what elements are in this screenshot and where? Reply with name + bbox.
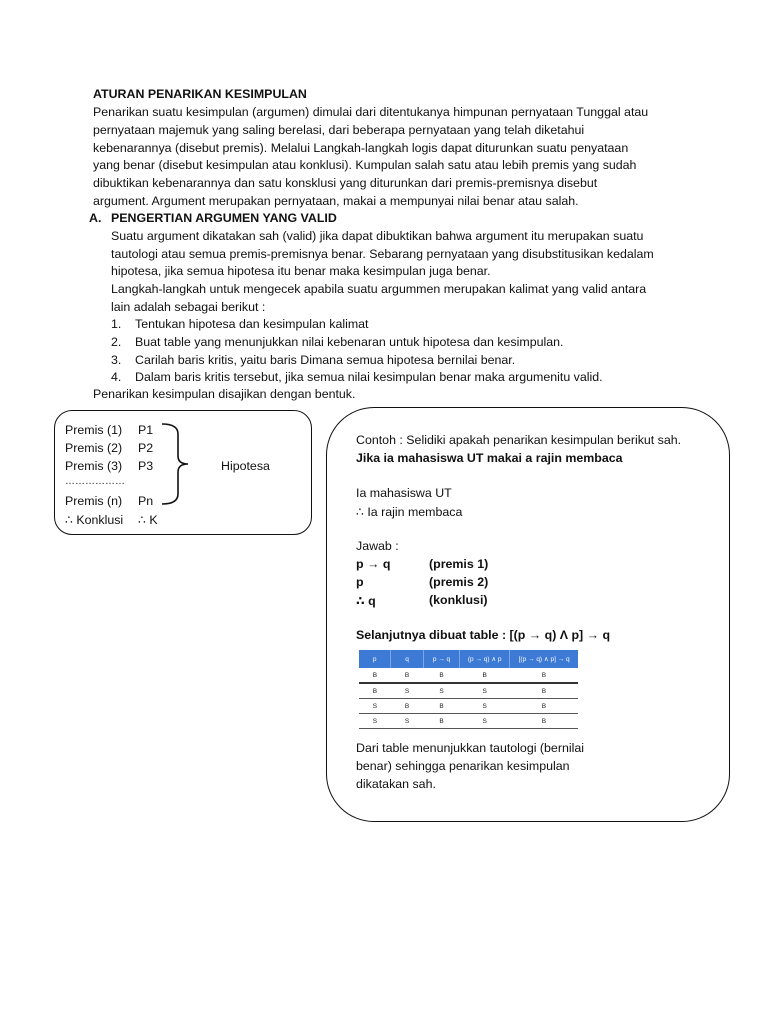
result-line: dikatakan sah. (356, 777, 436, 791)
intro-line: yang benar (disebut kesimpulan atau konklusi). Kumpulan salah satu atau lebih premis yang sudah (93, 158, 637, 172)
argument-note: (premis 2) (429, 575, 489, 589)
premis-ellipsis: ……………… (65, 476, 125, 487)
table-header-cell: [(p → q) ∧ p] → q (510, 650, 578, 668)
section-a-heading: PENGERTIAN ARGUMEN YANG VALID (111, 211, 337, 225)
table-cell: B (510, 683, 578, 699)
table-cell: S (460, 699, 510, 714)
table-cell: S (359, 714, 391, 729)
step-text: Dalam baris kritis tersebut, jika semua nilai kesimpulan benar maka argumenitu valid. (135, 370, 603, 384)
section-a-line: hipotesa, jika semua hipotesa itu benar maka kesimpulan juga benar. (111, 264, 491, 278)
table-cell: B (510, 668, 578, 683)
table-cell: B (423, 668, 459, 683)
table-cell: S (391, 683, 423, 699)
contoh-statement: Jika ia mahasiswa UT makai a rajin membaca (356, 451, 623, 465)
step-number: 2. (111, 335, 122, 349)
table-caption: Selanjutnya dibuat table : [(p → q) Λ p] → q (356, 628, 611, 642)
premis-label: Premis (3) (65, 459, 123, 473)
step-number: 1. (111, 317, 122, 331)
table-cell: S (460, 683, 510, 699)
hipotesa-label: Hipotesa (221, 459, 270, 473)
premis-value: P1 (138, 423, 154, 437)
table-cell: B (391, 668, 423, 683)
step-number: 4. (111, 370, 122, 384)
contoh-premise: Ia mahasiswa UT (356, 486, 452, 500)
table-cell: S (423, 683, 459, 699)
table-cell: B (460, 668, 510, 683)
premis-label: Premis (1) (65, 423, 123, 437)
table-cell: B (423, 699, 459, 714)
table-header-cell: p (359, 650, 391, 668)
result-line: benar) sehingga penarikan kesimpulan (356, 759, 570, 773)
section-a-line: Suatu argument dikatakan sah (valid) jika dapat dibuktikan bahwa argument itu merupakan suatu (111, 229, 644, 243)
section-a-line: tautologi atau semua premis-premisnya benar. Sebarang pernyataan yang disubstitusikan kedalam (111, 247, 654, 261)
argument-note: (konklusi) (429, 593, 488, 607)
konklusi-label: ∴ Konklusi (65, 513, 124, 527)
right-brace-icon (160, 422, 200, 506)
konklusi-value: ∴ K (138, 513, 158, 527)
argument-expr: p (356, 575, 364, 589)
table-cell: B (359, 668, 391, 683)
table-cell: S (460, 714, 510, 729)
section-a-line: Langkah-langkah untuk mengecek apabila suatu argummen merupakan kalimat yang valid antara (111, 282, 647, 296)
step-text: Tentukan hipotesa dan kesimpulan kalimat (135, 317, 369, 331)
intro-line: pernyataan majemuk yang saling berelasi, dari beberapa pernyataan yang telah diketahui (93, 123, 585, 137)
table-cell: B (423, 714, 459, 729)
argument-note: (premis 1) (429, 557, 489, 571)
premis-value: P2 (138, 441, 154, 455)
section-a-line: lain adalah sebagai berikut : (111, 300, 266, 314)
section-a-marker: A. (89, 211, 102, 225)
table-cell: B (359, 683, 391, 699)
premis-label: Premis (2) (65, 441, 123, 455)
table-cell: B (510, 699, 578, 714)
premis-value: Pn (138, 494, 154, 508)
closing-line: Penarikan kesimpulan disajikan dengan bentuk. (93, 387, 356, 401)
step-text: Buat table yang menunjukkan nilai kebenaran untuk hipotesa dan kesimpulan. (135, 335, 564, 349)
table-header-cell: q (391, 650, 423, 668)
table-cell: B (510, 714, 578, 729)
table-row (359, 714, 578, 729)
result-line: Dari table menunjukkan tautologi (bernilai (356, 741, 584, 755)
premis-label: Premis (n) (65, 494, 123, 508)
premis-value: P3 (138, 459, 154, 473)
contoh-conclusion: ∴ Ia rajin membaca (356, 505, 463, 519)
table-row (359, 683, 578, 699)
table-row (359, 668, 578, 683)
truth-table (359, 650, 578, 729)
jawab-label: Jawab : (356, 539, 399, 553)
table-header-row (359, 650, 578, 668)
table-row (359, 699, 578, 714)
table-header-cell: p → q (423, 650, 459, 668)
table-header-cell: (p → q) ∧ p (460, 650, 510, 668)
document-title: ATURAN PENARIKAN KESIMPULAN (93, 87, 307, 101)
step-number: 3. (111, 353, 122, 367)
argument-expr: p → q (356, 557, 391, 571)
table-cell: S (359, 699, 391, 714)
intro-line: Penarikan suatu kesimpulan (argumen) dimulai dari ditentukanya himpunan pernyataan Tunggal atau (93, 105, 649, 119)
table-cell: B (391, 699, 423, 714)
intro-line: kebenarannya (disebut premis). Melalui Langkah-langkah logis dapat diturunkan suatu penyataan (93, 141, 629, 155)
argument-expr: ∴ q (356, 594, 376, 608)
table-cell: S (391, 714, 423, 729)
step-text: Carilah baris kritis, yaitu baris Dimana semua hipotesa bernilai benar. (135, 353, 516, 367)
contoh-intro: Contoh : Selidiki apakah penarikan kesimpulan berikut sah. (356, 433, 682, 447)
intro-line: argument. Argument merupakan pernyataan, makai a mempunyai nilai benar atau salah. (93, 194, 579, 208)
intro-line: dibuktikan kebenarannya dan satu konsklusi yang diturunkan dari premis-premisnya disebut (93, 176, 598, 190)
